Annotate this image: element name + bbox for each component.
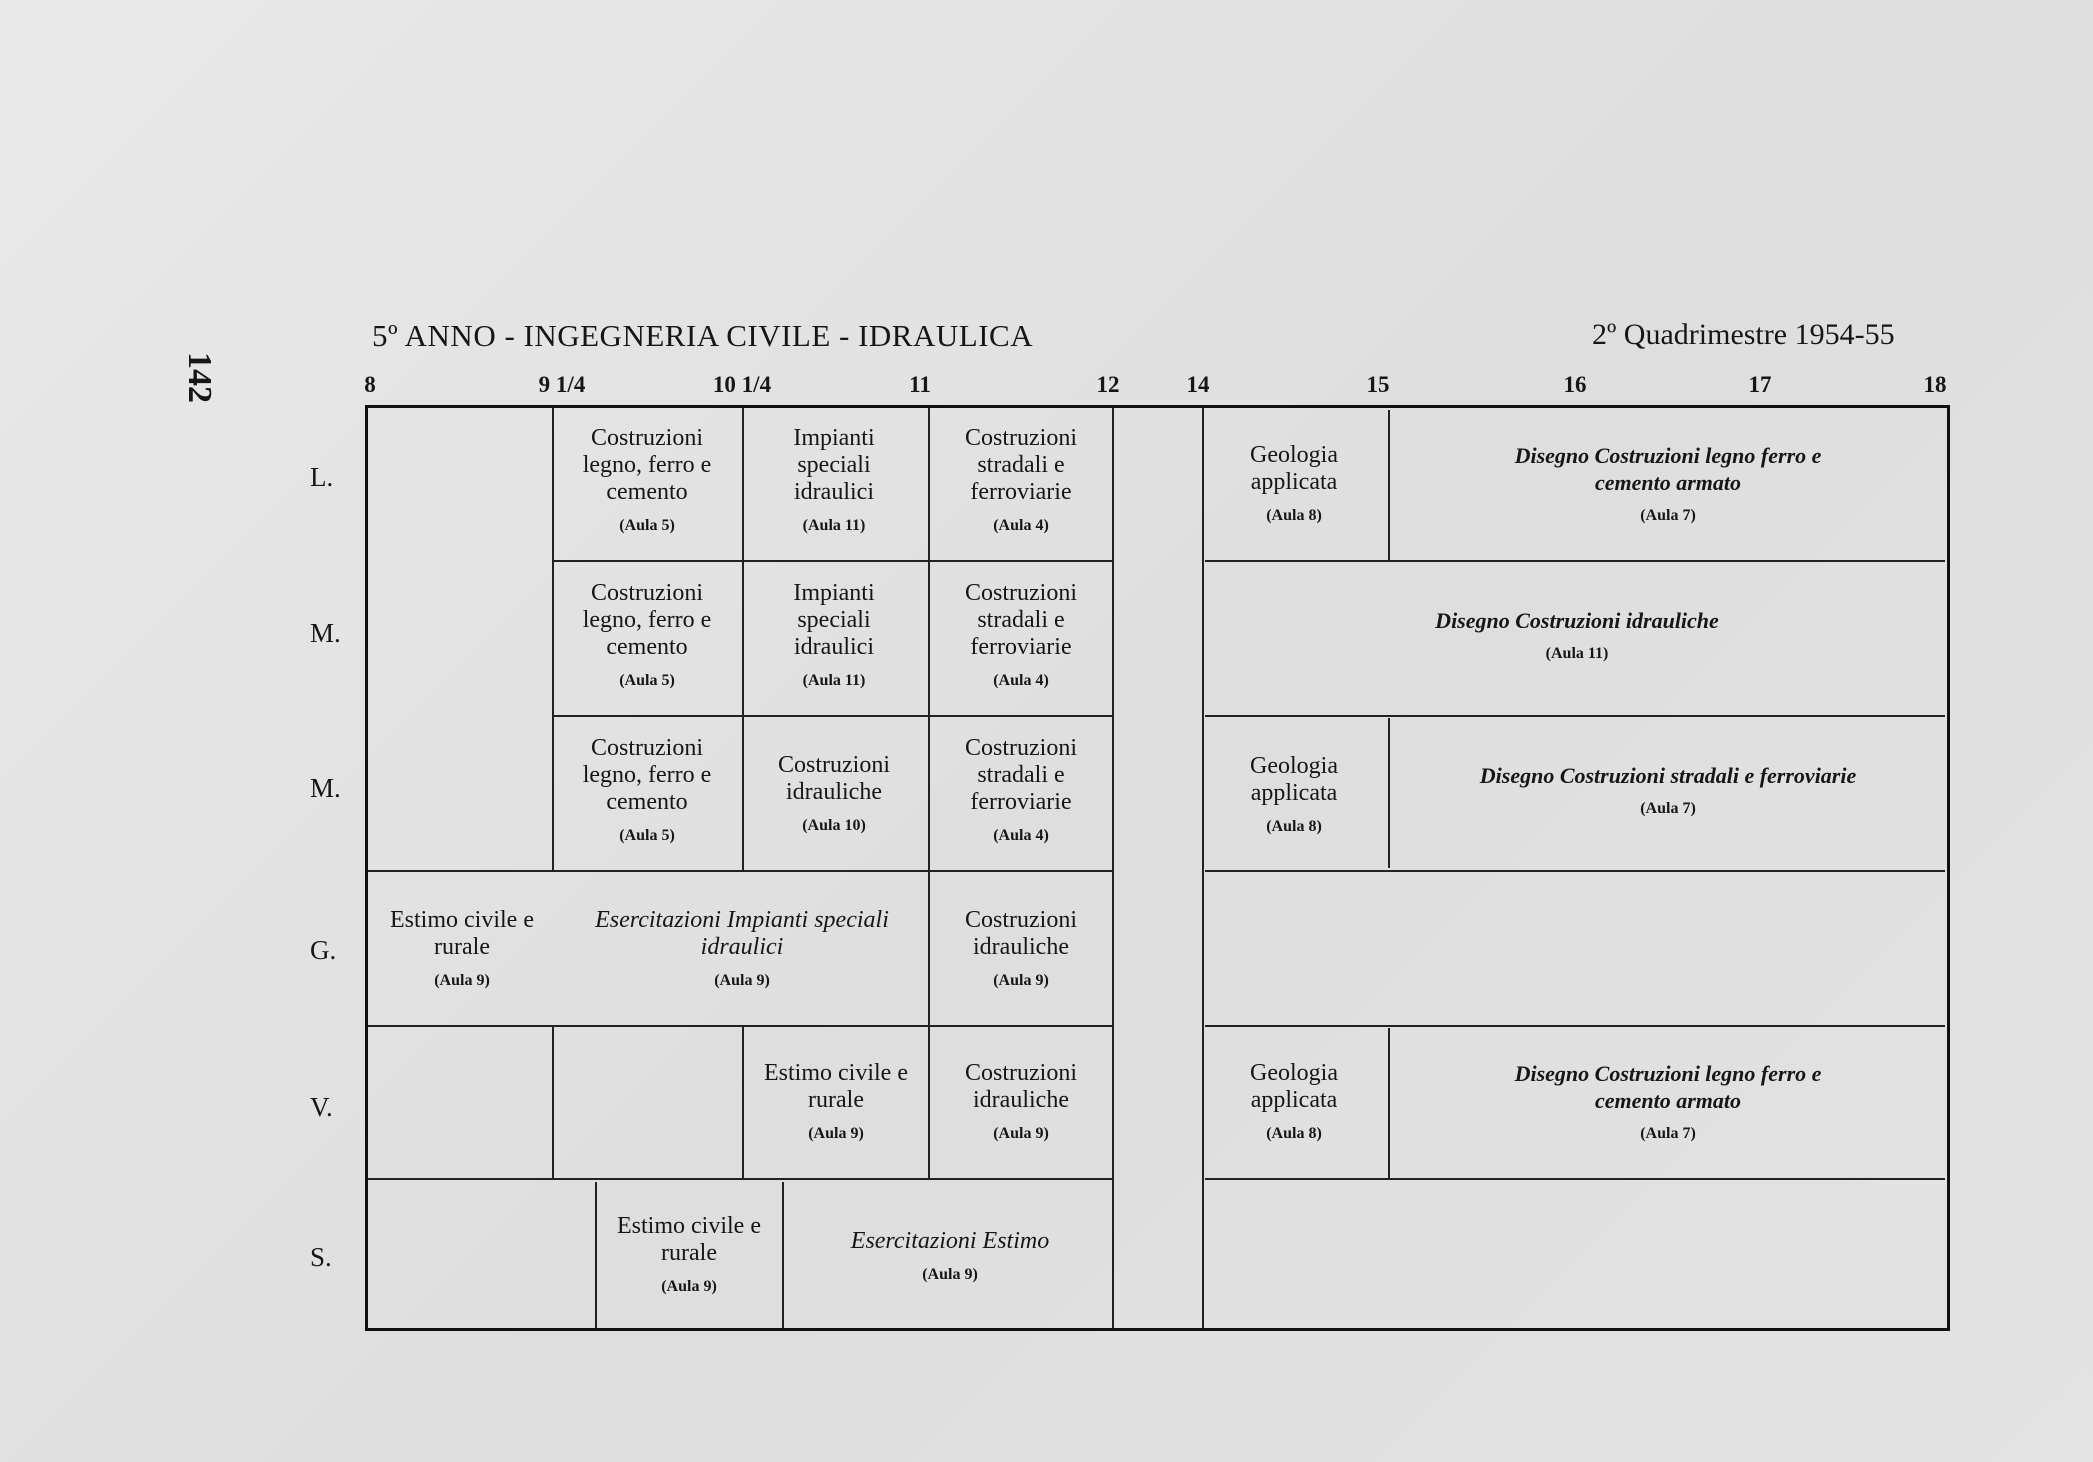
timetable-title: 5º ANNO - INGEGNERIA CIVILE - IDRAULICA [372,318,1034,353]
hour-label: 12 [1096,372,1120,397]
day-label: M. [310,773,341,803]
timetable-cell: Geologia applicata (Aula 8) [1250,442,1338,524]
row-divider [1205,715,1945,717]
col-divider [742,408,744,870]
col-divider [595,1182,597,1328]
row-divider [368,870,1114,872]
timetable-cell: Impianti speciali idraulici (Aula 11) [793,580,875,689]
timetable-cell: Costruzioni idrauliche (Aula 9) [965,907,1077,989]
timetable-cell: Esercitazioni Impianti speciali idraulici (Aula 9) [595,907,889,989]
period-label: 2º Quadrimestre 1954-55 [1592,318,1895,351]
day-label: M. [310,618,341,648]
hour-label: 15 [1366,372,1390,397]
timetable-cell: Disegno Costruzioni stradali e ferroviarie (Aula 7) [1479,763,1857,817]
timetable-cell: Costruzioni stradali e ferroviarie (Aula 4) [965,580,1077,689]
col-divider [928,408,930,1178]
timetable-cell: Costruzioni idrauliche (Aula 10) [778,752,890,834]
hour-label: 8 [364,372,376,397]
timetable-cell: Impianti speciali idraulici (Aula 11) [793,425,875,534]
timetable-cell: Costruzioni legno, ferro e cemento (Aula 5) [582,425,712,534]
hour-label: 14 [1186,372,1210,397]
timetable-cell: Costruzioni stradali e ferroviarie (Aula 4) [965,735,1077,844]
hour-label: 18 [1923,372,1947,397]
row-divider [552,560,1114,562]
timetable-cell: Estimo civile e rurale (Aula 9) [390,907,534,989]
col-divider [552,408,554,870]
day-label: L. [310,462,334,492]
timetable-cell: Estimo civile e rurale (Aula 9) [617,1213,761,1295]
day-label: G. [310,935,337,965]
timetable-cell: Disegno Costruzioni legno ferro e cemento armato (Aula 7) [1514,443,1822,524]
timetable-cell: Estimo civile e rurale (Aula 9) [764,1060,908,1142]
row-divider [1205,560,1945,562]
timetable-cell: Disegno Costruzioni idrauliche (Aula 11) [1435,608,1719,662]
row-divider [1205,1025,1945,1027]
timetable-cell: Costruzioni legno, ferro e cemento (Aula 5) [582,580,712,689]
col-divider [552,1025,554,1178]
col-divider [782,1182,784,1328]
row-divider [552,715,1114,717]
timetable-cell: Costruzioni legno, ferro e cemento (Aula 5) [582,735,712,844]
col-divider [1388,1028,1390,1178]
row-divider [1205,870,1945,872]
col-divider [1112,408,1114,1328]
timetable-cell: Disegno Costruzioni legno ferro e cemento armato (Aula 7) [1514,1061,1822,1142]
hour-label: 16 [1563,372,1587,397]
page-number: 142 [181,352,218,403]
day-label: S. [310,1242,332,1272]
hour-label: 9 1/4 [538,372,586,397]
col-divider [1388,718,1390,868]
timetable-cell: Geologia applicata (Aula 8) [1250,753,1338,835]
col-divider [1202,408,1204,1328]
hour-label: 11 [909,372,931,397]
hour-label: 17 [1748,372,1772,397]
row-divider [368,1025,1114,1027]
hour-label: 10 1/4 [712,372,772,397]
timetable-cell: Geologia applicata (Aula 8) [1250,1060,1338,1142]
col-divider [1388,410,1390,560]
timetable-cell: Costruzioni idrauliche (Aula 9) [965,1060,1077,1142]
timetable-cell: Costruzioni stradali e ferroviarie (Aula 4) [965,425,1077,534]
row-divider [368,1178,1114,1180]
timetable-grid [365,405,1950,1331]
timetable-cell: Esercitazioni Estimo (Aula 9) [850,1228,1050,1283]
day-label: V. [310,1092,333,1122]
row-divider [1205,1178,1945,1180]
col-divider [742,1025,744,1178]
